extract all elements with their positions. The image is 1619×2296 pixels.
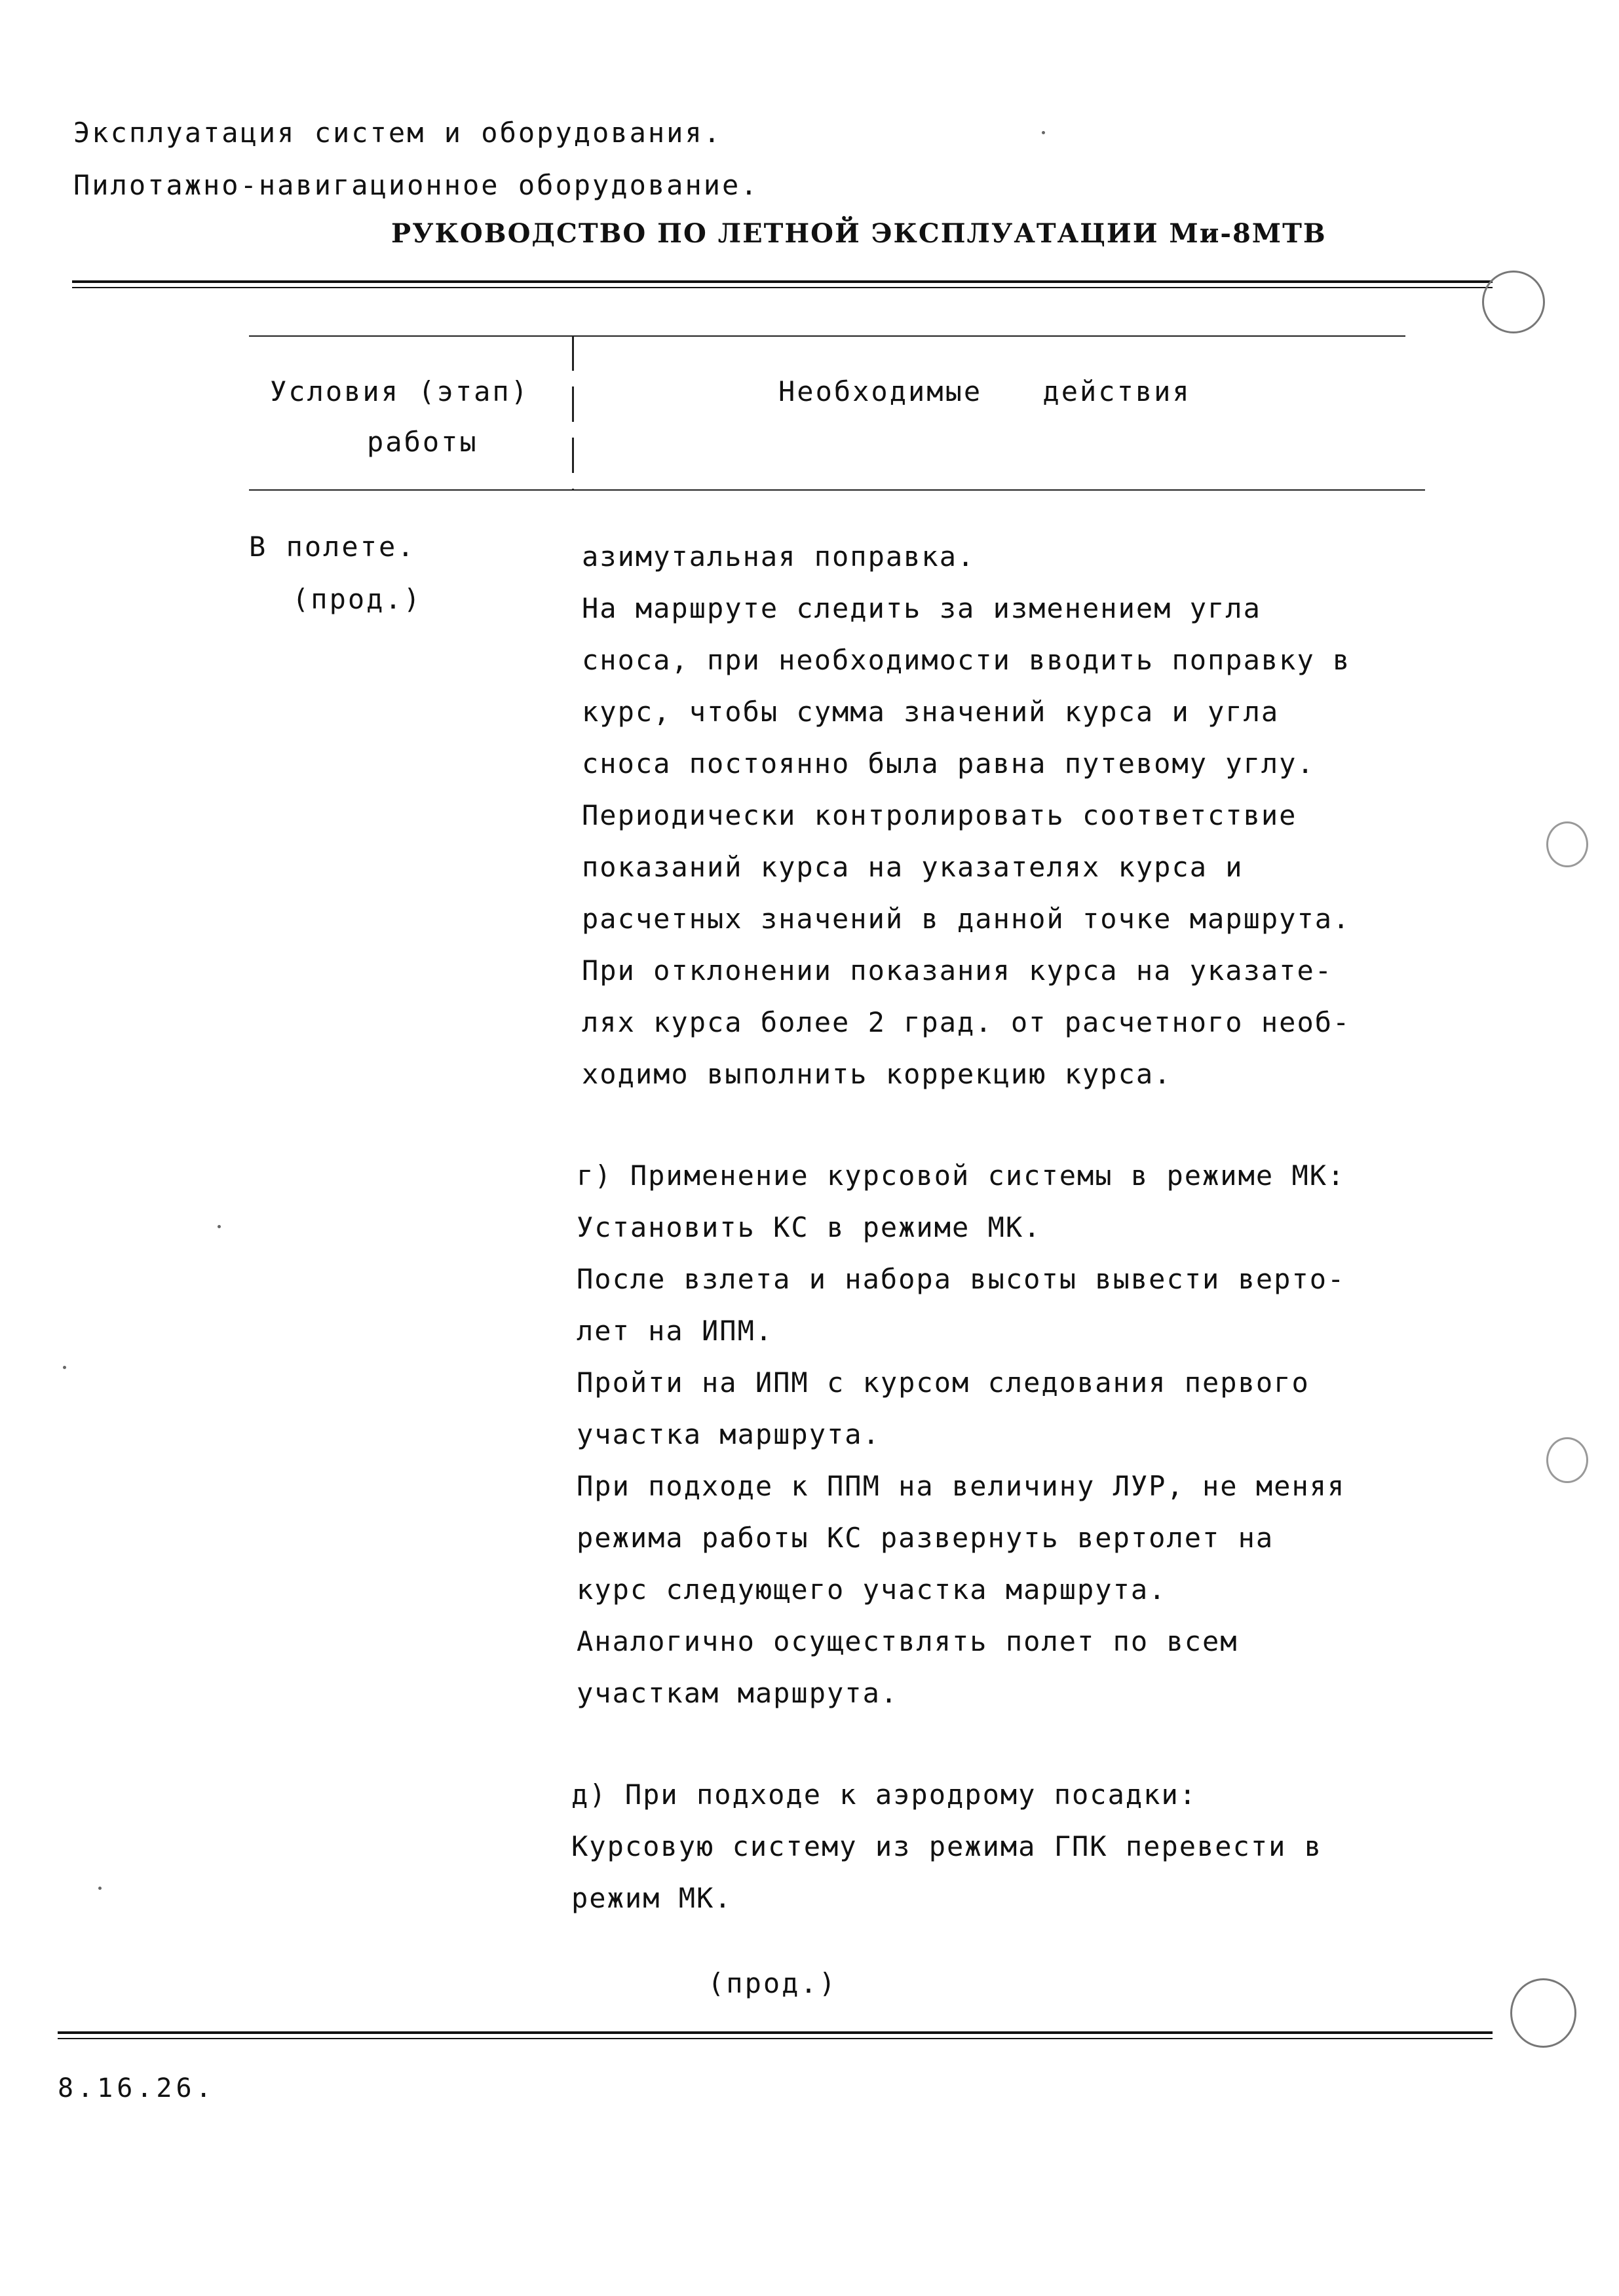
text-line: Установить КС в режиме МК. bbox=[577, 1211, 1042, 1243]
text-line: лет на ИПМ. bbox=[577, 1315, 774, 1347]
text-line: сноса постоянно была равна путевому углу. bbox=[582, 747, 1315, 780]
column-header-actions: Необходимые действия bbox=[778, 375, 1191, 407]
binder-hole-mark bbox=[1510, 1978, 1576, 2048]
text-line: курс, чтобы сумма значений курса и угла bbox=[582, 696, 1280, 728]
text-line: азимутальная поправка. bbox=[582, 540, 976, 573]
footer-double-rule-top bbox=[58, 2031, 1493, 2034]
footer-double-rule-bottom bbox=[58, 2038, 1493, 2039]
text-line: Пройти на ИПМ с курсом следования первого bbox=[577, 1366, 1310, 1399]
text-line: При отклонении показания курса на указате- bbox=[582, 954, 1333, 987]
condition-continued-label: (прод.) bbox=[292, 583, 423, 615]
text-line: После взлета и набора высоты вывести верто- bbox=[577, 1263, 1346, 1295]
text-line: показаний курса на указателях курса и bbox=[582, 851, 1244, 883]
paragraph-azimuth-correction bbox=[582, 531, 1420, 1100]
scan-speck bbox=[63, 1366, 66, 1369]
text-line: участка маршрута. bbox=[577, 1418, 881, 1450]
binder-hole-mark bbox=[1546, 821, 1588, 867]
header-double-rule-top bbox=[72, 280, 1493, 283]
text-line: ходимо выполнить коррекцию курса. bbox=[582, 1058, 1172, 1090]
binder-hole-mark bbox=[1546, 1437, 1588, 1483]
text-line: режим МК. bbox=[571, 1882, 733, 1914]
header-double-rule-bottom bbox=[72, 287, 1493, 288]
document-title: РУКОВОДСТВО ПО ЛЕТНОЙ ЭКСПЛУАТАЦИИ Ми-8МТВ bbox=[391, 218, 1327, 249]
scan-speck bbox=[1042, 131, 1045, 134]
condition-label: В полете. bbox=[249, 531, 416, 563]
scan-speck bbox=[218, 1225, 221, 1228]
header-section-line: Эксплуатация систем и оборудования. bbox=[73, 117, 723, 149]
binder-hole-mark bbox=[1482, 271, 1545, 333]
scan-speck bbox=[98, 1887, 102, 1890]
paragraph-mk-mode bbox=[577, 1150, 1422, 1719]
text-line: участкам маршрута. bbox=[577, 1677, 899, 1709]
text-line: Периодически контролировать соответствие bbox=[582, 799, 1297, 831]
text-line: На маршруте следить за изменением угла bbox=[582, 592, 1261, 624]
text-line: Аналогично осуществлять полет по всем bbox=[577, 1625, 1238, 1657]
text-line: режима работы КС развернуть вертолет на bbox=[577, 1522, 1274, 1554]
page-number: 8.16.26. bbox=[58, 2073, 216, 2103]
table-header-top-rule bbox=[249, 335, 1405, 337]
text-line: курс следующего участка маршрута. bbox=[577, 1573, 1167, 1606]
table-header-bottom-rule bbox=[249, 489, 1425, 491]
text-line: сноса, при необходимости вводить поправку в bbox=[582, 644, 1351, 676]
header-subsection-line: Пилотажно-навигационное оборудование. bbox=[73, 169, 759, 201]
text-line: д) При подходе к аэродрому посадки: bbox=[571, 1778, 1198, 1811]
text-line: Курсовую систему из режима ГПК перевести в bbox=[571, 1830, 1323, 1862]
column-header-conditions-cont: работы bbox=[367, 426, 478, 458]
continued-note: (прод.) bbox=[708, 1967, 838, 1999]
text-line: лях курса более 2 град. от расчетного необ- bbox=[582, 1006, 1351, 1038]
table-column-separator bbox=[572, 335, 574, 489]
text-line: При подходе к ППМ на величину ЛУР, не меняя bbox=[577, 1470, 1346, 1502]
text-line: г) Применение курсовой системы в режиме МК: bbox=[577, 1159, 1346, 1192]
text-line: расчетных значений в данной точке маршрута. bbox=[582, 903, 1351, 935]
column-header-conditions: Условия (этап) bbox=[270, 375, 530, 407]
paragraph-landing-approach bbox=[571, 1769, 1417, 1924]
